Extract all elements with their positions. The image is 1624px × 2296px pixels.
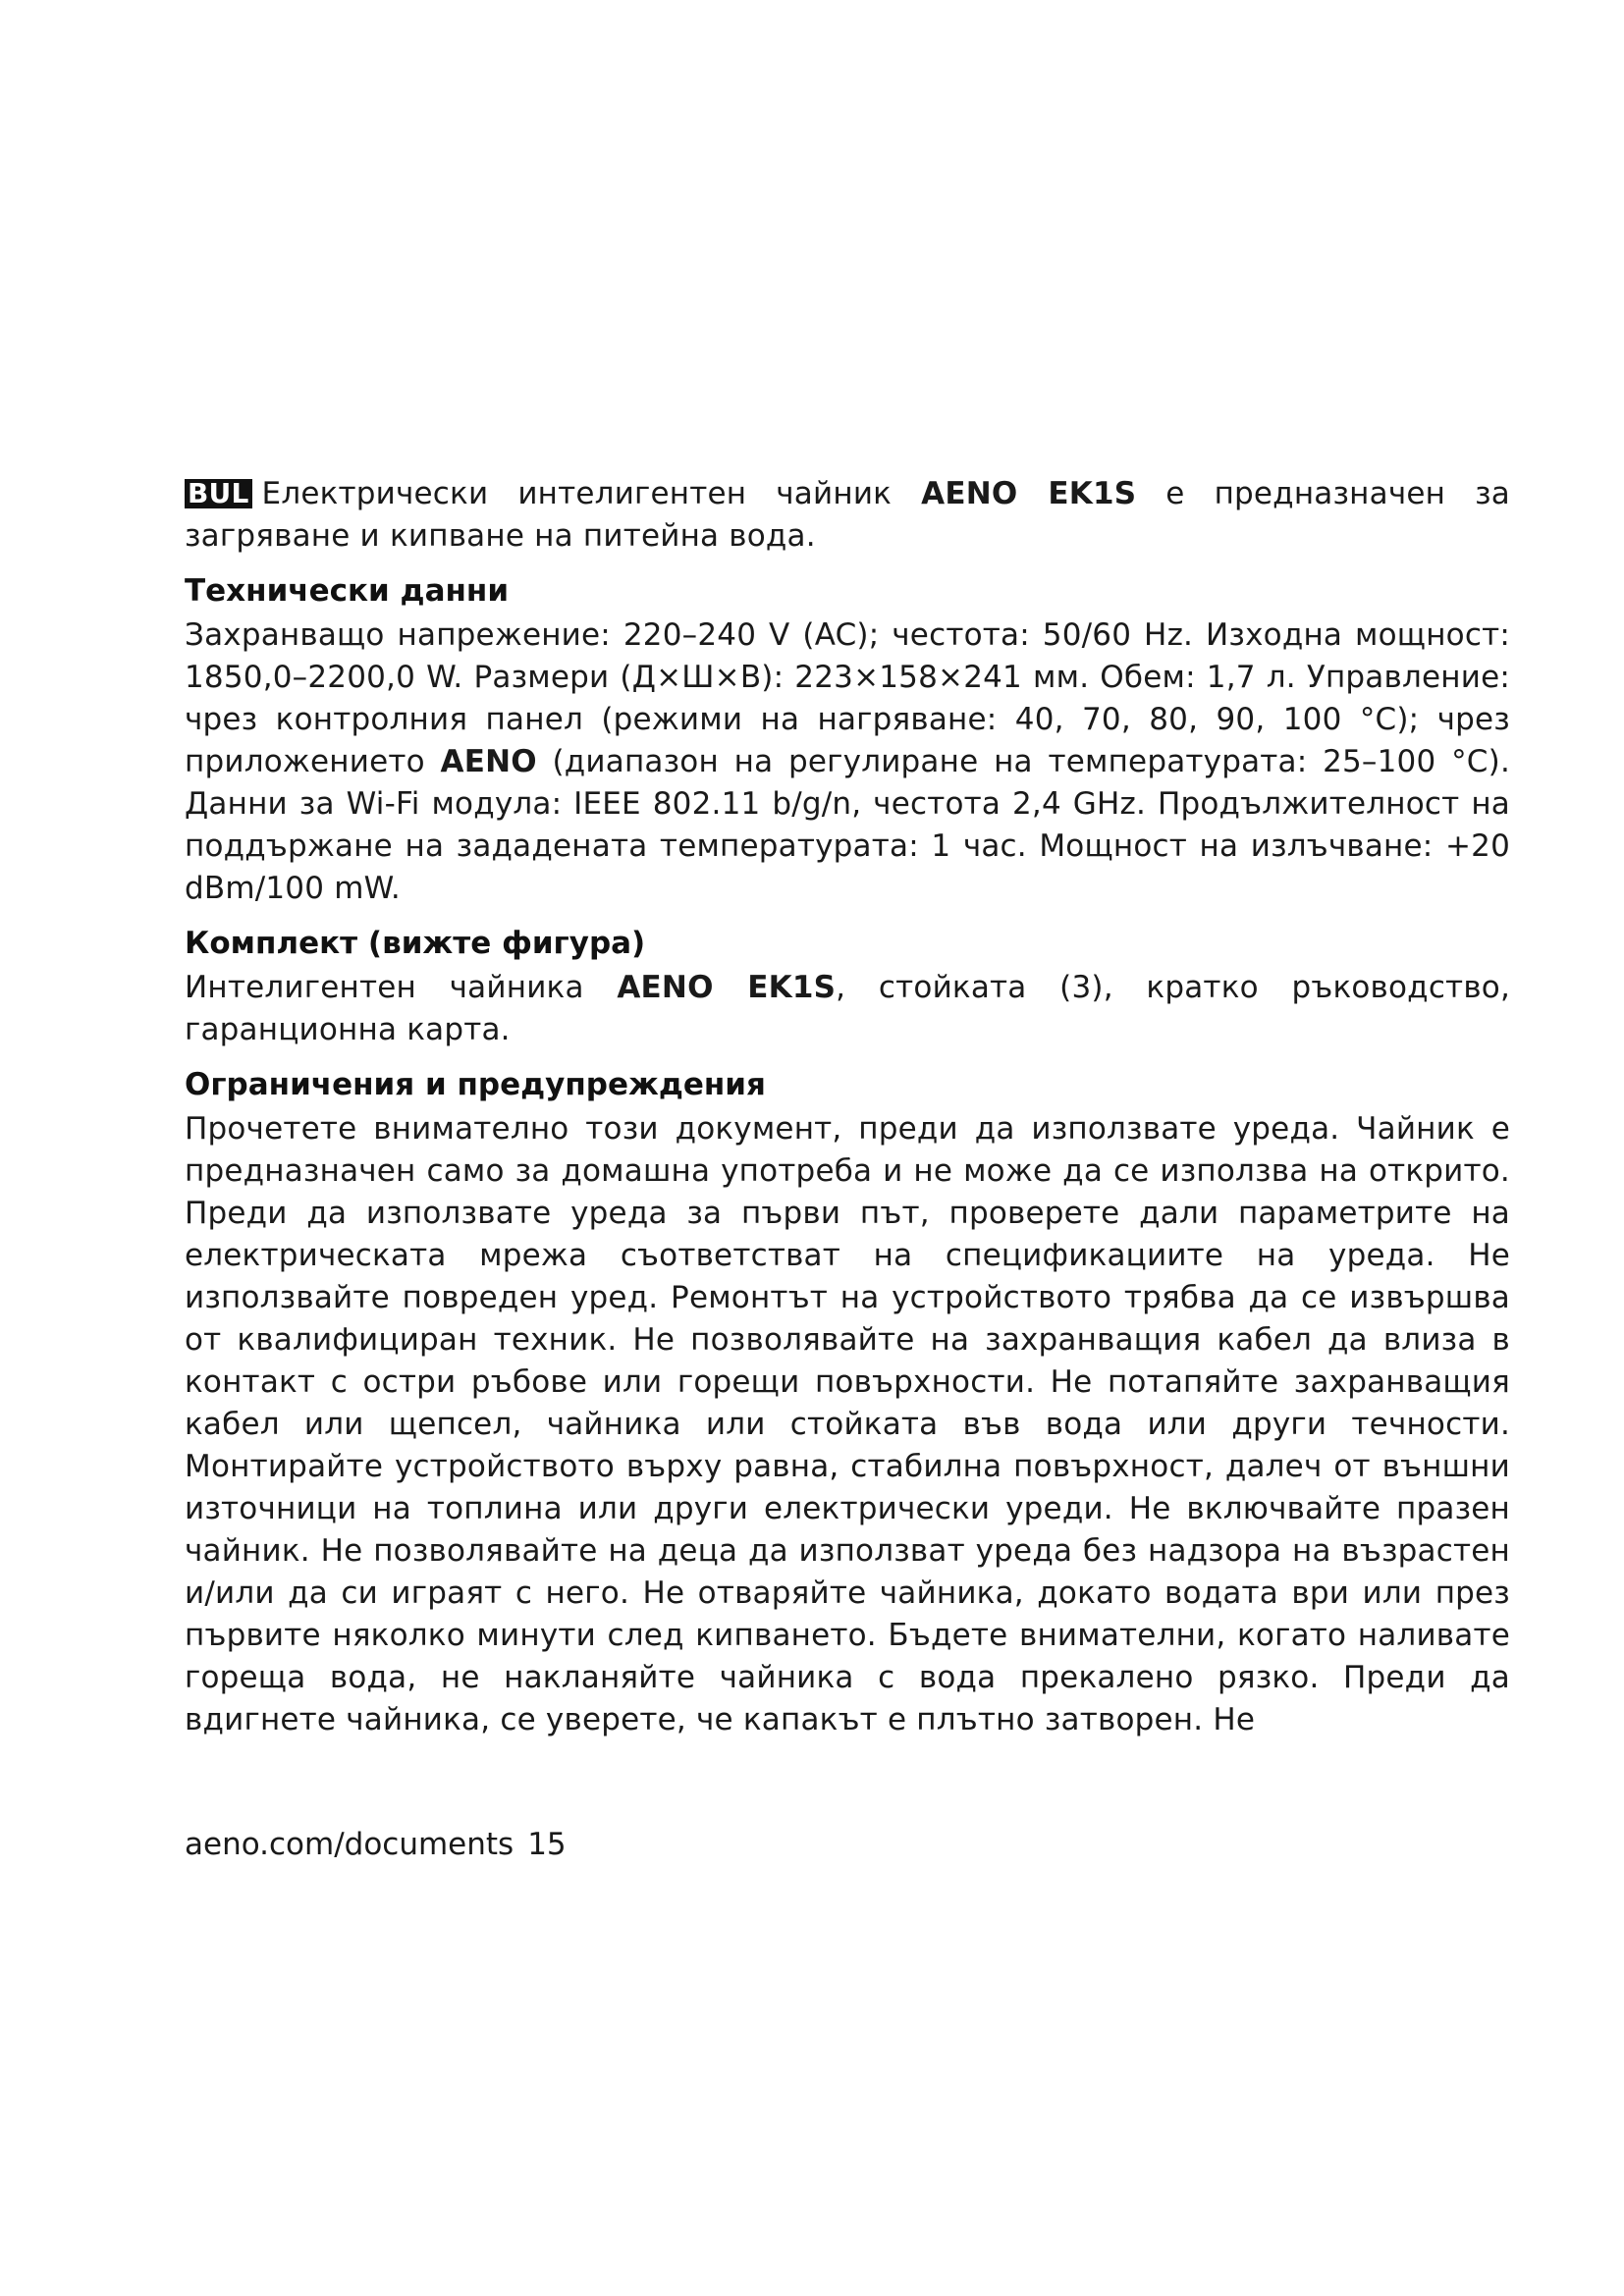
intro-text-before: Електрически интелигентен чайник [261, 476, 922, 511]
specs-paragraph [185, 614, 1510, 910]
kit-heading: Комплект (вижте фигура) [185, 926, 646, 961]
footer-url: aeno.com/documents [185, 1827, 514, 1862]
specs-text-before: Захранващо напрежение: 220–240 V (AC); честота: 50/60 Hz. Изходна мощност: 1850,0–2200,0 W. Размери (Д×Ш×В): 223×158×241 мм. Обем: 1,7 л. Управление: чрез контролния панел (режими на нагряване: 40, 70, 80, 90, 100 °C); чрез приложението [185, 617, 1510, 779]
specs-app-name: AENO [440, 744, 537, 779]
page-footer [185, 1824, 567, 1866]
kit-text-before: Интелигентен чайника [185, 970, 618, 1005]
warnings-section [185, 1061, 1510, 1741]
kit-section [185, 920, 1510, 1051]
warnings-paragraph: Прочетете внимателно този документ, преди да използвате уреда. Чайник е предназначен само за домашна употреба и не може да се използва на открито. Преди да използвате уреда за първи път, проверете дали параметрите на електрическата мрежа съответстват на спецификациите на уреда. Не използвайте повреден уред. Ремонтът на устройството трябва да се извършва от квалифициран техник. Не позволявайте на захранващия кабел да влиза в контакт с остри ръбове или горещи повърхности. Не потапяйте захранващия кабел или щепсел, чайника или стойката във вода или други течности. Монтирайте устройството върху равна, стабилна повърхност, далеч от външни източници на топлина или други електрически уреди. Не включвайте празен чайник. Не позволявайте на деца да използват уреда без надзора на възрастен и/или да си играят с него. Не отваряйте чайника, докато водата ври или през първите няколко минути след кипването. Бъдете внимателни, когато наливате гореща вода, не накланяйте чайника с вода прекалено рязко. Преди да вдигнете чайника, се уверете, че капакът е плътно затворен. Не [185, 1111, 1510, 1737]
specs-text-after: (диапазон на регулиране на температурата: 25–100 °C). Данни за Wi-Fi модула: IEEE 802.11 b/g/n, честота 2,4 GHz. Продължителност на поддържане на зададената температурата: 1 час. Мощност на излъчване: +20 dBm/100 mW. [185, 744, 1510, 906]
intro-paragraph [185, 473, 1510, 558]
kit-paragraph [185, 967, 1510, 1051]
page-number: 15 [527, 1827, 567, 1862]
kit-model: AENO EK1S [617, 970, 837, 1005]
document-body [185, 473, 1510, 1751]
warnings-heading: Ограничения и предупреждения [185, 1067, 766, 1102]
intro-text-after: е предназначен за загряване и кипване на питейна вода. [185, 476, 1510, 554]
kit-text-after: , стойката (3), кратко ръководство, гаранционна карта. [185, 970, 1511, 1047]
intro-model: AENO EK1S [921, 476, 1137, 511]
specs-heading: Технически данни [185, 573, 510, 609]
specs-section [185, 567, 1510, 910]
language-badge: BUL [185, 479, 252, 508]
